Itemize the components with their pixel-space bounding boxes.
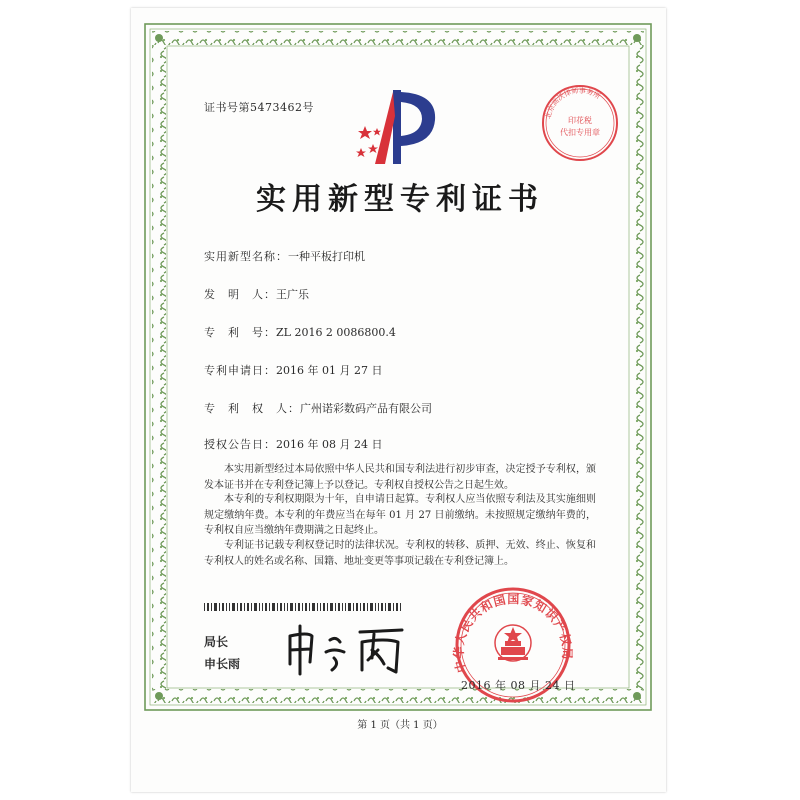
field-patent-number xyxy=(204,324,396,340)
body-paragraph-3: 专利证书记载专利权登记时的法律状况。专利权的转移、质押、无效、终止、恢复和专利权人的姓名或名称、国籍、地址变更等事项记载在专利登记簿上。 xyxy=(204,540,596,567)
body-paragraph-1: 本实用新型经过本局依照中华人民共和国专利法进行初步审查，决定授予专利权，颁发本证书并在专利登记簿上予以登记。专利权自授权公告之日起生效。 xyxy=(204,464,596,491)
barcode-strip xyxy=(204,596,404,604)
signatory-role: 局长 xyxy=(204,635,229,649)
field-value: 广州诺彩数码产品有限公司 xyxy=(300,402,432,415)
field-publication-date xyxy=(204,436,382,452)
certificate-number: 证书号第5473462号 xyxy=(204,101,314,114)
field-patentee xyxy=(204,400,432,416)
field-value: 一种平板打印机 xyxy=(288,250,365,263)
field-label: 实用新型名称： xyxy=(204,250,288,263)
tax-stamp-seal-icon xyxy=(540,83,620,163)
svg-text:北京高沃律师事务所: 北京高沃律师事务所 xyxy=(544,86,602,120)
seal-date: 2016 年 08 月 24 日 xyxy=(461,679,576,692)
field-label: 专 利 权 人： xyxy=(204,402,300,415)
page-number: 第 1 页（共 1 页） xyxy=(357,720,443,731)
field-utility-model-name xyxy=(204,248,365,264)
svg-text:代扣专用章: 代扣专用章 xyxy=(560,128,600,137)
svg-text:中华人民共和国国家知识产权局: 中华人民共和国国家知识产权局 xyxy=(451,592,575,675)
field-value: 王广乐 xyxy=(276,288,309,301)
patent-office-logo-icon xyxy=(355,86,445,171)
field-label: 发 明 人： xyxy=(204,288,276,301)
field-label: 专 利 号： xyxy=(204,326,276,339)
field-value: 2016 年 08 月 24 日 xyxy=(276,438,383,451)
handwritten-signature-icon xyxy=(282,620,412,680)
field-label: 专利申请日： xyxy=(204,364,276,377)
field-label: 授权公告日： xyxy=(204,438,276,451)
svg-text:印花税: 印花税 xyxy=(568,116,592,125)
signatory-name: 申长雨 xyxy=(204,657,241,671)
field-inventor xyxy=(204,286,309,302)
field-filing-date xyxy=(204,362,382,378)
field-value: ZL 2016 2 0086800.4 xyxy=(276,326,396,339)
body-paragraph-2: 本专利的专利权期限为十年，自申请日起算。专利权人应当依照专利法及其实施细则规定缴纳年费。本专利的年费应当在每年 01 月 27 日前缴纳。未按照规定缴纳年费的，专利权自应当缴纳年费期满之日起终止。 xyxy=(204,494,596,536)
certificate-title: 实用新型专利证书 xyxy=(256,182,544,217)
field-value: 2016 年 01 月 27 日 xyxy=(276,364,383,377)
